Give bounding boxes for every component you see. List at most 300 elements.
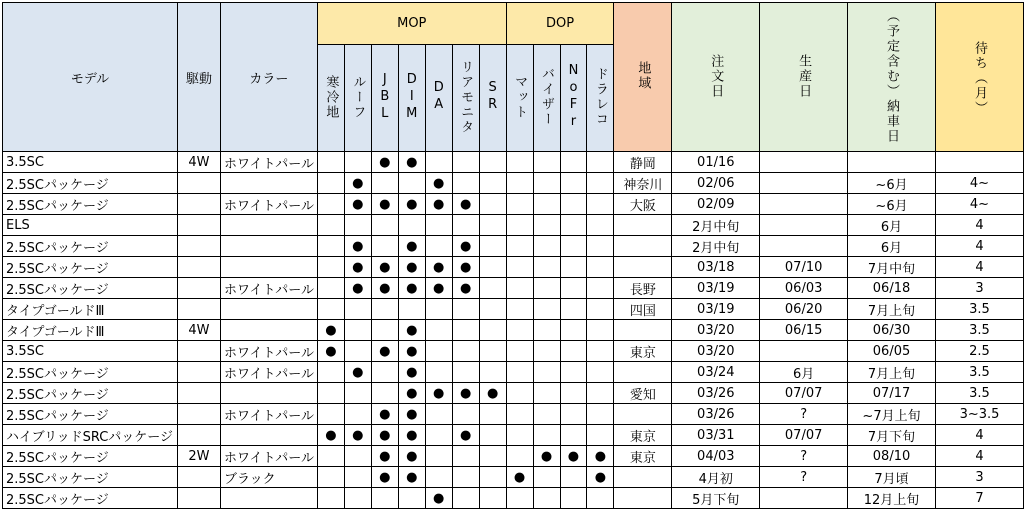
mop-option-cell: ● [425, 173, 452, 194]
dop-option-cell [533, 257, 560, 278]
order-table [2, 2, 1024, 509]
delivery-date-cell: ~6月 [848, 194, 936, 215]
mop-option-cell: ● [398, 383, 425, 404]
production-date-cell [760, 341, 848, 362]
dop-option-cell [533, 215, 560, 236]
mop-option-cell [479, 488, 506, 509]
model-cell: 2.5SCパッケージ [3, 362, 178, 383]
drive-cell: 4W [177, 152, 220, 173]
mop-option-cell: ● [425, 278, 452, 299]
mop-option-cell [479, 299, 506, 320]
dop-option-cell [533, 467, 560, 488]
table-row [3, 299, 1024, 320]
color-cell: ホワイトパール [220, 152, 317, 173]
mop-option-cell [425, 341, 452, 362]
mop-option-cell [317, 194, 344, 215]
mop-option-cell: ● [398, 425, 425, 446]
production-date-cell [760, 194, 848, 215]
mop-option-cell [479, 152, 506, 173]
mop-option-cell: ● [317, 425, 344, 446]
delivery-date-cell: 07/17 [848, 383, 936, 404]
wait-months-cell: 3~3.5 [935, 404, 1023, 425]
mop-option-cell [344, 404, 371, 425]
model-cell: タイプゴールドⅢ [3, 320, 178, 341]
dop-option-cell [506, 362, 533, 383]
mop-option-cell [317, 215, 344, 236]
header-mop-option: DA [425, 45, 452, 152]
mop-option-cell [317, 236, 344, 257]
mop-option-cell: ● [398, 257, 425, 278]
mop-option-cell [479, 194, 506, 215]
mop-option-cell: ● [398, 194, 425, 215]
wait-months-cell: 4 [935, 425, 1023, 446]
dop-option-cell [506, 215, 533, 236]
mop-option-cell [398, 215, 425, 236]
mop-option-cell [344, 320, 371, 341]
mop-option-cell: ● [371, 257, 398, 278]
table-row [3, 383, 1024, 404]
mop-option-cell: ● [344, 194, 371, 215]
header-wait-months: 待ち︵月︶ [935, 3, 1023, 152]
drive-cell [177, 404, 220, 425]
area-cell: 東京 [614, 425, 672, 446]
header-production-date: 生産日 [760, 3, 848, 152]
production-date-cell [760, 488, 848, 509]
dop-option-cell [560, 194, 587, 215]
model-cell: 3.5SC [3, 341, 178, 362]
wait-months-cell: 7 [935, 488, 1023, 509]
drive-cell [177, 383, 220, 404]
color-cell [220, 173, 317, 194]
mop-option-cell [317, 488, 344, 509]
table-row [3, 362, 1024, 383]
dop-option-cell [533, 320, 560, 341]
mop-option-cell [317, 467, 344, 488]
color-cell [220, 257, 317, 278]
table-header [3, 3, 1024, 152]
model-cell: 2.5SCパッケージ [3, 194, 178, 215]
dop-option-cell [560, 320, 587, 341]
production-date-cell: ? [760, 467, 848, 488]
mop-option-cell [425, 236, 452, 257]
drive-cell [177, 488, 220, 509]
mop-option-cell: ● [371, 446, 398, 467]
mop-option-cell: ● [371, 467, 398, 488]
table-row [3, 341, 1024, 362]
color-cell [220, 236, 317, 257]
color-cell: ホワイトパール [220, 194, 317, 215]
dop-option-cell: ● [506, 467, 533, 488]
mop-option-cell: ● [398, 404, 425, 425]
production-date-cell: 07/07 [760, 425, 848, 446]
order-date-cell: 5月下旬 [672, 488, 760, 509]
mop-option-cell [479, 362, 506, 383]
table-row [3, 320, 1024, 341]
mop-option-cell: ● [344, 173, 371, 194]
dop-option-cell [533, 236, 560, 257]
area-cell [614, 404, 672, 425]
color-cell: ホワイトパール [220, 446, 317, 467]
mop-option-cell [452, 320, 479, 341]
mop-option-cell: ● [398, 341, 425, 362]
header-drive: 駆動 [177, 3, 220, 152]
color-cell [220, 299, 317, 320]
table-row [3, 173, 1024, 194]
header-dop-option: バイザー [533, 45, 560, 152]
dop-option-cell [587, 488, 614, 509]
mop-option-cell [452, 173, 479, 194]
mop-option-cell: ● [452, 194, 479, 215]
color-cell: ホワイトパール [220, 278, 317, 299]
wait-months-cell: 3.5 [935, 383, 1023, 404]
mop-option-cell [371, 383, 398, 404]
mop-option-cell: ● [317, 341, 344, 362]
mop-option-cell [452, 152, 479, 173]
production-date-cell: ? [760, 404, 848, 425]
order-date-cell: 2月中旬 [672, 236, 760, 257]
mop-option-cell: ● [398, 446, 425, 467]
dop-option-cell [587, 152, 614, 173]
dop-option-cell [587, 299, 614, 320]
delivery-date-cell [848, 152, 936, 173]
mop-option-cell [425, 320, 452, 341]
table-row [3, 488, 1024, 509]
mop-option-cell: ● [344, 425, 371, 446]
area-cell [614, 320, 672, 341]
table-row [3, 152, 1024, 173]
mop-option-cell [344, 383, 371, 404]
mop-option-cell [479, 215, 506, 236]
mop-option-cell: ● [398, 320, 425, 341]
dop-option-cell [560, 299, 587, 320]
dop-option-cell: ● [533, 446, 560, 467]
mop-option-cell [317, 404, 344, 425]
mop-option-cell: ● [398, 467, 425, 488]
table-row [3, 278, 1024, 299]
drive-cell [177, 236, 220, 257]
wait-months-cell: 4 [935, 236, 1023, 257]
header-color: カラー [220, 3, 317, 152]
dop-option-cell: ● [587, 446, 614, 467]
model-cell: ELS [3, 215, 178, 236]
header-mop-option: 寒冷地 [317, 45, 344, 152]
color-cell [220, 425, 317, 446]
area-cell [614, 257, 672, 278]
dop-option-cell [560, 341, 587, 362]
area-cell [614, 488, 672, 509]
mop-option-cell [371, 362, 398, 383]
mop-option-cell: ● [452, 236, 479, 257]
dop-option-cell [506, 194, 533, 215]
mop-option-cell: ● [371, 278, 398, 299]
mop-option-cell [398, 299, 425, 320]
mop-option-cell [425, 404, 452, 425]
dop-option-cell [533, 194, 560, 215]
area-cell: 東京 [614, 446, 672, 467]
mop-option-cell: ● [371, 404, 398, 425]
color-cell: ホワイトパール [220, 341, 317, 362]
mop-option-cell [317, 152, 344, 173]
dop-option-cell [587, 320, 614, 341]
mop-option-cell [452, 404, 479, 425]
dop-option-cell [506, 257, 533, 278]
dop-option-cell [533, 341, 560, 362]
mop-option-cell: ● [371, 425, 398, 446]
dop-option-cell [560, 488, 587, 509]
dop-option-cell: ● [560, 446, 587, 467]
mop-option-cell [452, 341, 479, 362]
mop-option-cell [344, 215, 371, 236]
mop-option-cell: ● [344, 236, 371, 257]
table-row [3, 236, 1024, 257]
model-cell: 2.5SCパッケージ [3, 257, 178, 278]
table-row [3, 194, 1024, 215]
mop-option-cell: ● [452, 278, 479, 299]
order-date-cell: 4月初 [672, 467, 760, 488]
mop-option-cell [371, 488, 398, 509]
header-mop-option: JBL [371, 45, 398, 152]
delivery-date-cell: 6月 [848, 236, 936, 257]
header-mop: MOP [317, 3, 506, 45]
color-cell [220, 383, 317, 404]
production-date-cell [760, 236, 848, 257]
production-date-cell: 6月 [760, 362, 848, 383]
model-cell: タイプゴールドⅢ [3, 299, 178, 320]
mop-option-cell: ● [317, 320, 344, 341]
mop-option-cell [317, 173, 344, 194]
dop-option-cell [533, 362, 560, 383]
dop-option-cell [587, 341, 614, 362]
dop-option-cell [560, 425, 587, 446]
dop-option-cell [506, 173, 533, 194]
dop-option-cell [506, 341, 533, 362]
dop-option-cell [533, 404, 560, 425]
dop-option-cell [533, 299, 560, 320]
dop-option-cell [587, 425, 614, 446]
mop-option-cell [344, 341, 371, 362]
area-cell [614, 215, 672, 236]
delivery-date-cell: 12月上旬 [848, 488, 936, 509]
mop-option-cell [425, 299, 452, 320]
order-date-cell: 02/06 [672, 173, 760, 194]
dop-option-cell [533, 278, 560, 299]
dop-option-cell [560, 383, 587, 404]
dop-option-cell [560, 152, 587, 173]
order-date-cell: 01/16 [672, 152, 760, 173]
dop-option-cell [506, 152, 533, 173]
mop-option-cell [398, 173, 425, 194]
mop-option-cell: ● [425, 257, 452, 278]
table-row [3, 257, 1024, 278]
delivery-date-cell: ~7月上旬 [848, 404, 936, 425]
header-model: モデル [3, 3, 178, 152]
drive-cell: 2W [177, 446, 220, 467]
dop-option-cell [506, 320, 533, 341]
header-dop-option: NoFr [560, 45, 587, 152]
header-order-date: 注文日 [672, 3, 760, 152]
dop-option-cell [587, 236, 614, 257]
delivery-date-cell: 7月上旬 [848, 299, 936, 320]
drive-cell [177, 194, 220, 215]
order-date-cell: 03/20 [672, 341, 760, 362]
model-cell: 2.5SCパッケージ [3, 383, 178, 404]
mop-option-cell [344, 488, 371, 509]
mop-option-cell: ● [371, 194, 398, 215]
mop-option-cell [344, 152, 371, 173]
mop-option-cell [452, 215, 479, 236]
mop-option-cell [344, 446, 371, 467]
color-cell: ブラック [220, 467, 317, 488]
model-cell: 2.5SCパッケージ [3, 404, 178, 425]
model-cell: 2.5SCパッケージ [3, 278, 178, 299]
dop-option-cell [587, 194, 614, 215]
delivery-date-cell: 7月頃 [848, 467, 936, 488]
mop-option-cell: ● [398, 152, 425, 173]
area-cell: 静岡 [614, 152, 672, 173]
wait-months-cell: 4~ [935, 194, 1023, 215]
mop-option-cell [344, 467, 371, 488]
production-date-cell: 06/03 [760, 278, 848, 299]
color-cell [220, 488, 317, 509]
mop-option-cell: ● [479, 383, 506, 404]
area-cell [614, 467, 672, 488]
drive-cell [177, 173, 220, 194]
mop-option-cell [425, 467, 452, 488]
drive-cell: 4W [177, 320, 220, 341]
area-cell: 神奈川 [614, 173, 672, 194]
dop-option-cell [506, 425, 533, 446]
mop-option-cell: ● [371, 341, 398, 362]
model-cell: 2.5SCパッケージ [3, 173, 178, 194]
dop-option-cell [560, 257, 587, 278]
table-row [3, 215, 1024, 236]
production-date-cell: ? [760, 446, 848, 467]
drive-cell [177, 278, 220, 299]
header-area: 地域 [614, 3, 672, 152]
dop-option-cell [560, 404, 587, 425]
mop-option-cell [479, 173, 506, 194]
model-cell: 2.5SCパッケージ [3, 467, 178, 488]
mop-option-cell [479, 446, 506, 467]
dop-option-cell [506, 299, 533, 320]
production-date-cell: 07/07 [760, 383, 848, 404]
model-cell: 3.5SC [3, 152, 178, 173]
mop-option-cell [317, 257, 344, 278]
order-date-cell: 03/26 [672, 404, 760, 425]
production-date-cell: 06/20 [760, 299, 848, 320]
dop-option-cell [506, 383, 533, 404]
wait-months-cell: 3 [935, 467, 1023, 488]
wait-months-cell: 4 [935, 215, 1023, 236]
delivery-date-cell: 7月下旬 [848, 425, 936, 446]
dop-option-cell [587, 173, 614, 194]
header-mop-option: リアモニタ [452, 45, 479, 152]
dop-option-cell: ● [587, 467, 614, 488]
production-date-cell: 07/10 [760, 257, 848, 278]
mop-option-cell [452, 446, 479, 467]
mop-option-cell [425, 446, 452, 467]
order-date-cell: 03/24 [672, 362, 760, 383]
mop-option-cell: ● [344, 362, 371, 383]
mop-option-cell: ● [452, 383, 479, 404]
table-row [3, 467, 1024, 488]
area-cell [614, 236, 672, 257]
header-dop: DOP [506, 3, 614, 45]
wait-months-cell: 4 [935, 257, 1023, 278]
order-date-cell: 2月中旬 [672, 215, 760, 236]
color-cell [220, 320, 317, 341]
drive-cell [177, 215, 220, 236]
mop-option-cell [452, 467, 479, 488]
order-date-cell: 03/26 [672, 383, 760, 404]
mop-option-cell: ● [425, 383, 452, 404]
header-dop-option: マット [506, 45, 533, 152]
header-dop-option: ドラレコ [587, 45, 614, 152]
mop-option-cell [371, 236, 398, 257]
mop-option-cell: ● [398, 236, 425, 257]
mop-option-cell [452, 362, 479, 383]
table-row [3, 425, 1024, 446]
model-cell: 2.5SCパッケージ [3, 236, 178, 257]
mop-option-cell: ● [371, 152, 398, 173]
mop-option-cell [479, 341, 506, 362]
mop-option-cell: ● [425, 488, 452, 509]
mop-option-cell [317, 299, 344, 320]
drive-cell [177, 467, 220, 488]
order-date-cell: 02/09 [672, 194, 760, 215]
area-cell: 長野 [614, 278, 672, 299]
dop-option-cell [587, 257, 614, 278]
drive-cell [177, 299, 220, 320]
wait-months-cell: 3 [935, 278, 1023, 299]
area-cell: 愛知 [614, 383, 672, 404]
dop-option-cell [506, 404, 533, 425]
dop-option-cell [560, 215, 587, 236]
dop-option-cell [533, 173, 560, 194]
dop-option-cell [533, 488, 560, 509]
dop-option-cell [587, 383, 614, 404]
delivery-date-cell: 7月中旬 [848, 257, 936, 278]
delivery-date-cell: 7月上旬 [848, 362, 936, 383]
dop-option-cell [506, 278, 533, 299]
color-cell [220, 215, 317, 236]
dop-option-cell [533, 425, 560, 446]
wait-months-cell [935, 152, 1023, 173]
table-row [3, 404, 1024, 425]
mop-option-cell [479, 257, 506, 278]
delivery-date-cell: 06/18 [848, 278, 936, 299]
dop-option-cell [560, 278, 587, 299]
mop-option-cell [371, 320, 398, 341]
mop-option-cell [479, 467, 506, 488]
order-date-cell: 03/20 [672, 320, 760, 341]
mop-option-cell [371, 215, 398, 236]
order-date-cell: 03/19 [672, 278, 760, 299]
mop-option-cell [479, 425, 506, 446]
dop-option-cell [560, 362, 587, 383]
wait-months-cell: 2.5 [935, 341, 1023, 362]
mop-option-cell: ● [452, 257, 479, 278]
dop-option-cell [533, 383, 560, 404]
dop-option-cell [506, 446, 533, 467]
wait-months-cell: 4~ [935, 173, 1023, 194]
header-mop-option: SR [479, 45, 506, 152]
order-date-cell: 04/03 [672, 446, 760, 467]
table-row [3, 446, 1024, 467]
color-cell: ホワイトパール [220, 362, 317, 383]
mop-option-cell [425, 152, 452, 173]
area-cell: 東京 [614, 341, 672, 362]
